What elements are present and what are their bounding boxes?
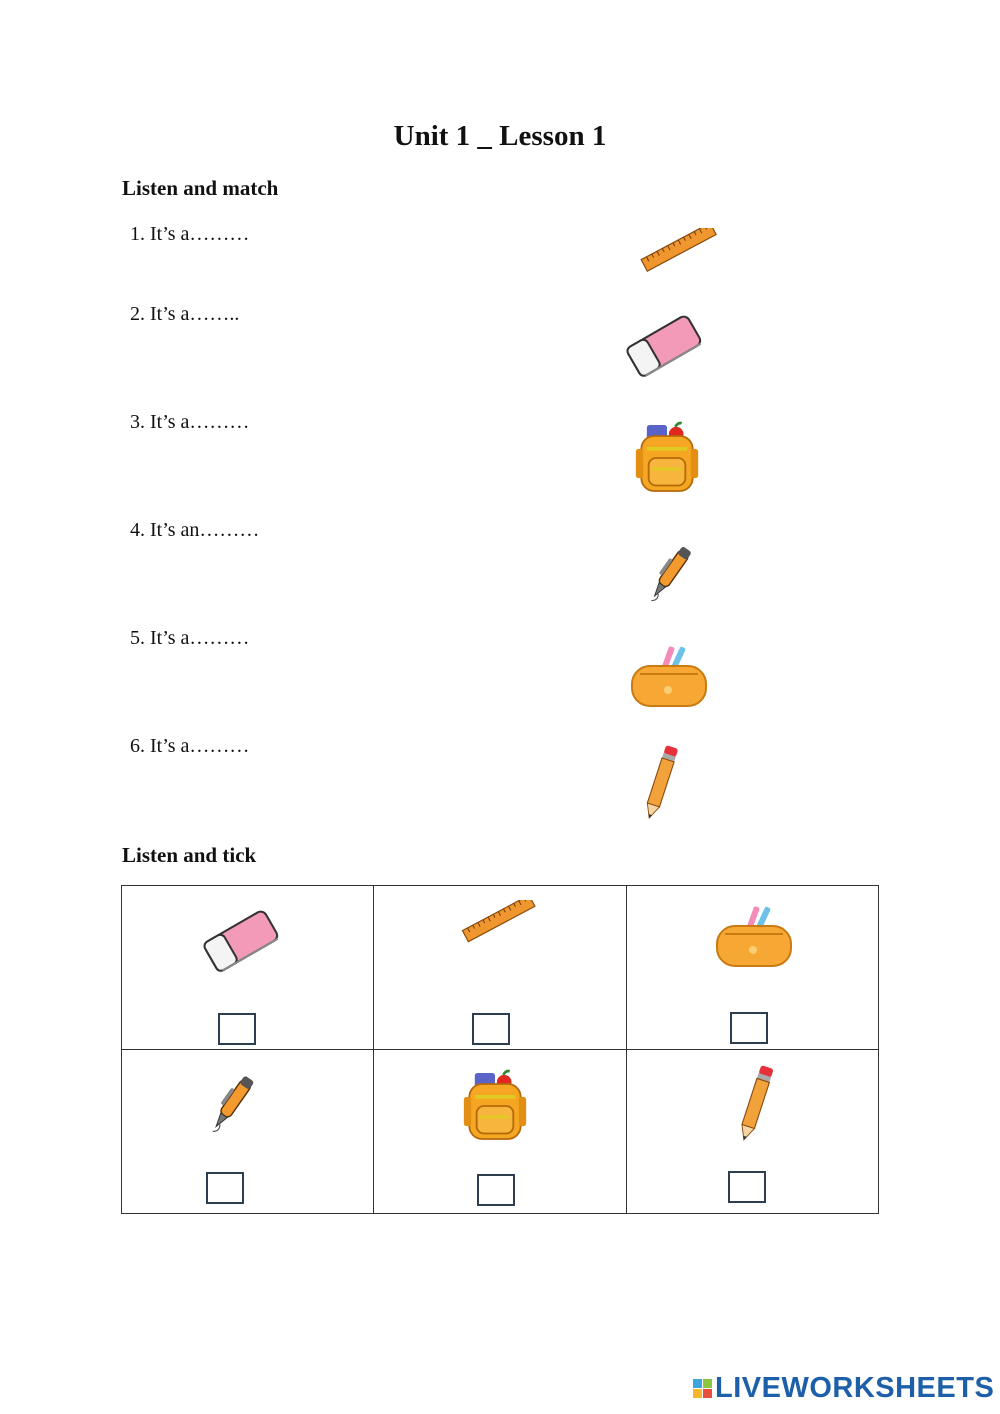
- page-title: Unit 1 _ Lesson 1: [393, 120, 607, 152]
- tick-table: [121, 885, 879, 1214]
- tick-box-fountain-pen[interactable]: [206, 1172, 244, 1204]
- tick-box-backpack[interactable]: [477, 1174, 515, 1206]
- backpack-icon[interactable]: [634, 416, 700, 500]
- tick-cell-ruler: [374, 886, 626, 1050]
- logo-text: LIVEWORKSHEETS: [715, 1372, 995, 1404]
- match-item-1: 1. It’s a………: [130, 223, 250, 245]
- eraser-icon: [200, 900, 282, 982]
- tick-box-pencil[interactable]: [728, 1171, 766, 1203]
- liveworksheets-logo: [693, 1372, 994, 1405]
- tick-box-ruler[interactable]: [472, 1013, 510, 1045]
- logo-mark-icon: [693, 1379, 712, 1398]
- tick-cell-backpack: [374, 1050, 626, 1214]
- match-item-3: 3. It’s a………: [130, 411, 250, 433]
- section-heading-match: Listen and match: [122, 176, 279, 200]
- match-item-4: 4. It’s an………: [130, 519, 260, 541]
- fountain-pen-icon: [194, 1062, 274, 1140]
- pencil-case-icon[interactable]: [630, 642, 710, 712]
- tick-cell-fountain-pen: [122, 1050, 374, 1214]
- section-heading-tick: Listen and tick: [122, 843, 257, 867]
- tick-cell-pencil-case: [626, 886, 878, 1050]
- tick-cell-eraser: [122, 886, 374, 1050]
- tick-box-pencil-case[interactable]: [730, 1012, 768, 1044]
- match-item-2: 2. It’s a……..: [130, 303, 240, 325]
- match-item-5: 5. It’s a………: [130, 627, 250, 649]
- fountain-pen-icon[interactable]: [632, 533, 712, 609]
- pencil-case-icon: [715, 902, 795, 972]
- eraser-icon[interactable]: [623, 305, 705, 387]
- match-item-6: 6. It’s a………: [130, 735, 250, 757]
- tick-box-eraser[interactable]: [218, 1013, 256, 1045]
- pencil-icon[interactable]: [638, 742, 688, 824]
- pencil-icon: [733, 1062, 783, 1146]
- backpack-icon: [462, 1064, 528, 1148]
- tick-cell-pencil: [626, 1050, 878, 1214]
- ruler-icon[interactable]: [638, 228, 722, 288]
- ruler-icon: [458, 900, 542, 958]
